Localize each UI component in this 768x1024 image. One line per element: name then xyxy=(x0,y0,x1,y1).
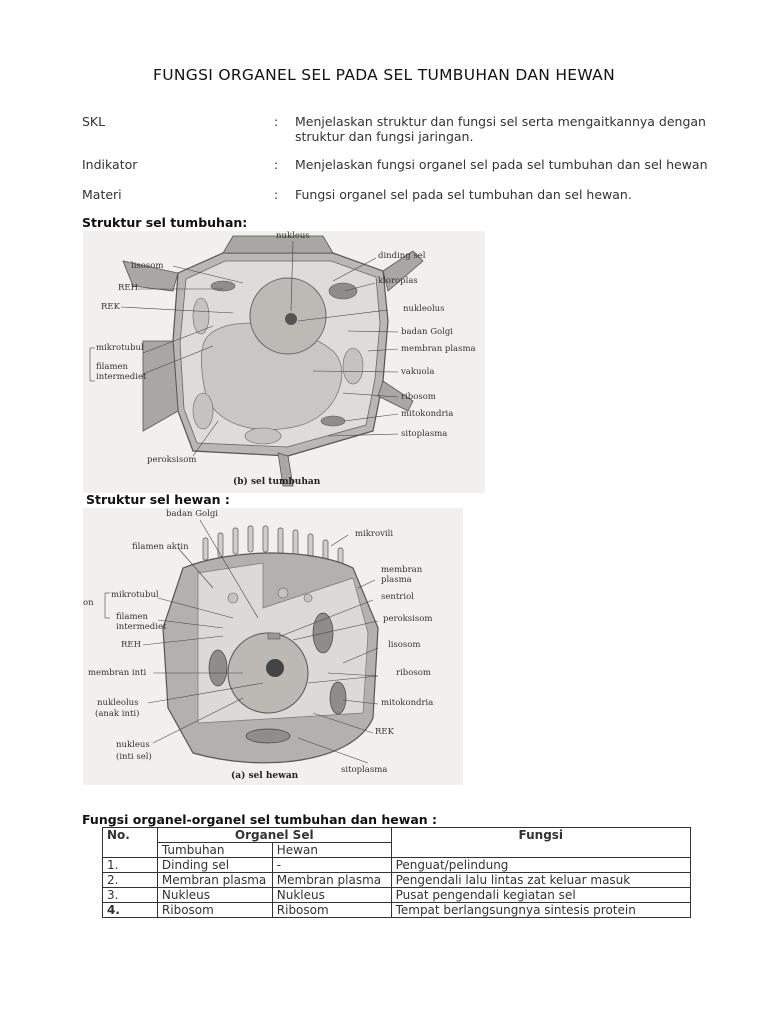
label-mikrotubul: mikrotubul xyxy=(111,590,159,600)
table-row xyxy=(103,873,691,888)
table-header-row xyxy=(103,828,691,843)
animal-cell-figure xyxy=(83,508,463,785)
animal-heading: Struktur sel hewan : xyxy=(86,492,230,507)
document-title: FUNGSI ORGANEL SEL PADA SEL TUMBUHAN DAN HEWAN xyxy=(153,66,615,84)
label-membran-plasma: membran plasma xyxy=(401,344,476,354)
meta-value: Menjelaskan struktur dan fungsi sel serta mengaitkannya dengan struktur dan fungsi jaringan. xyxy=(295,114,706,144)
label-membran: membran xyxy=(381,565,423,575)
label-filamen-aktin: filamen aktin xyxy=(132,542,189,552)
header-hewan: Hewan xyxy=(272,843,391,858)
label-filamen: filamen xyxy=(116,612,149,622)
cell-hewan: Ribosom xyxy=(272,903,391,918)
organelle-function-table xyxy=(102,827,691,918)
label-intermediet: intermediet xyxy=(116,622,167,632)
meta-label: Indikator xyxy=(82,157,138,172)
label-sitoplasma: sitoplasma xyxy=(401,429,448,439)
cell-no: 4. xyxy=(103,903,158,918)
animal-figure-caption: (a) sel hewan xyxy=(231,771,299,781)
label-ribosom: ribosom xyxy=(401,392,436,402)
label-dinding-sel: dinding sel xyxy=(378,251,426,261)
label-vakuola: vakuola xyxy=(401,367,435,377)
label-kloroplas: kloroplas xyxy=(378,276,418,286)
function-heading: Fungsi organel-organel sel tumbuhan dan hewan : xyxy=(82,812,437,827)
label-rek: REK xyxy=(375,727,394,737)
label-nukleolus: nukleolus xyxy=(403,304,445,314)
header-fungsi: Fungsi xyxy=(391,828,690,858)
label-on-cut: on xyxy=(83,598,94,608)
label-peroksisom: peroksisom xyxy=(383,614,433,624)
label-nukleolus: nukleolus xyxy=(97,698,139,708)
table-row xyxy=(103,858,691,873)
label-nukleus: nukleus xyxy=(116,740,150,750)
label-intermediet: intermediet xyxy=(96,372,147,382)
label-nukleus: nukleus xyxy=(276,231,310,241)
label-ribosom: ribosom xyxy=(396,668,431,678)
cell-hewan: Membran plasma xyxy=(272,873,391,888)
cell-tumbuhan: Nukleus xyxy=(157,888,272,903)
label-sitoplasma: sitoplasma xyxy=(341,765,388,775)
cell-tumbuhan: Ribosom xyxy=(157,903,272,918)
label-reh: REH xyxy=(121,640,142,650)
table-row xyxy=(103,903,691,918)
label-plasma: plasma xyxy=(381,575,412,585)
meta-label: SKL xyxy=(82,114,106,129)
cell-fungsi: Penguat/pelindung xyxy=(391,858,690,873)
label-peroksisom: peroksisom xyxy=(147,455,197,465)
cell-fungsi: Tempat berlangsungnya sintesis protein xyxy=(391,903,690,918)
label-filamen: filamen xyxy=(96,362,129,372)
header-tumbuhan: Tumbuhan xyxy=(157,843,272,858)
header-organel: Organel Sel xyxy=(157,828,391,843)
cell-fungsi: Pengendali lalu lintas zat keluar masuk xyxy=(391,873,690,888)
cell-no: 3. xyxy=(103,888,158,903)
cell-no: 1. xyxy=(103,858,158,873)
label-lisosom: lisosom xyxy=(388,640,421,650)
meta-value: Menjelaskan fungsi organel sel pada sel tumbuhan dan sel hewan xyxy=(295,157,708,172)
meta-label: Materi xyxy=(82,187,122,202)
label-sentriol: sentriol xyxy=(381,592,414,602)
label-mitokondria: mitokondria xyxy=(381,698,434,708)
meta-colon: : xyxy=(274,157,279,172)
plant-figure-caption: (b) sel tumbuhan xyxy=(233,477,321,487)
plant-cell-figure xyxy=(83,231,485,493)
cell-hewan: - xyxy=(272,858,391,873)
plant-heading: Struktur sel tumbuhan: xyxy=(82,215,248,230)
label-mitokondria: mitokondria xyxy=(401,409,454,419)
label-reh: REH xyxy=(118,283,139,293)
table-row xyxy=(103,888,691,903)
cell-tumbuhan: Membran plasma xyxy=(157,873,272,888)
label-membran-inti: membran inti xyxy=(88,668,147,678)
label-mikrovili: mikrovili xyxy=(355,529,394,539)
cell-no: 2. xyxy=(103,873,158,888)
meta-colon: : xyxy=(274,187,279,202)
label-mikrotubul: mikrotubul xyxy=(96,343,144,353)
header-no: No. xyxy=(103,828,158,858)
label-badan-golgi: badan Golgi xyxy=(166,509,218,519)
cell-hewan: Nukleus xyxy=(272,888,391,903)
label-badan-golgi: badan Golgi xyxy=(401,327,453,337)
cell-fungsi: Pusat pengendali kegiatan sel xyxy=(391,888,690,903)
label-lisosom: lisosom xyxy=(131,261,164,271)
label-anak-inti: (anak inti) xyxy=(95,709,140,719)
cell-tumbuhan: Dinding sel xyxy=(157,858,272,873)
meta-colon: : xyxy=(274,114,279,129)
label-inti-sel: (inti sel) xyxy=(116,752,152,762)
meta-value: Fungsi organel sel pada sel tumbuhan dan sel hewan. xyxy=(295,187,632,202)
label-rek: REK xyxy=(101,302,120,312)
